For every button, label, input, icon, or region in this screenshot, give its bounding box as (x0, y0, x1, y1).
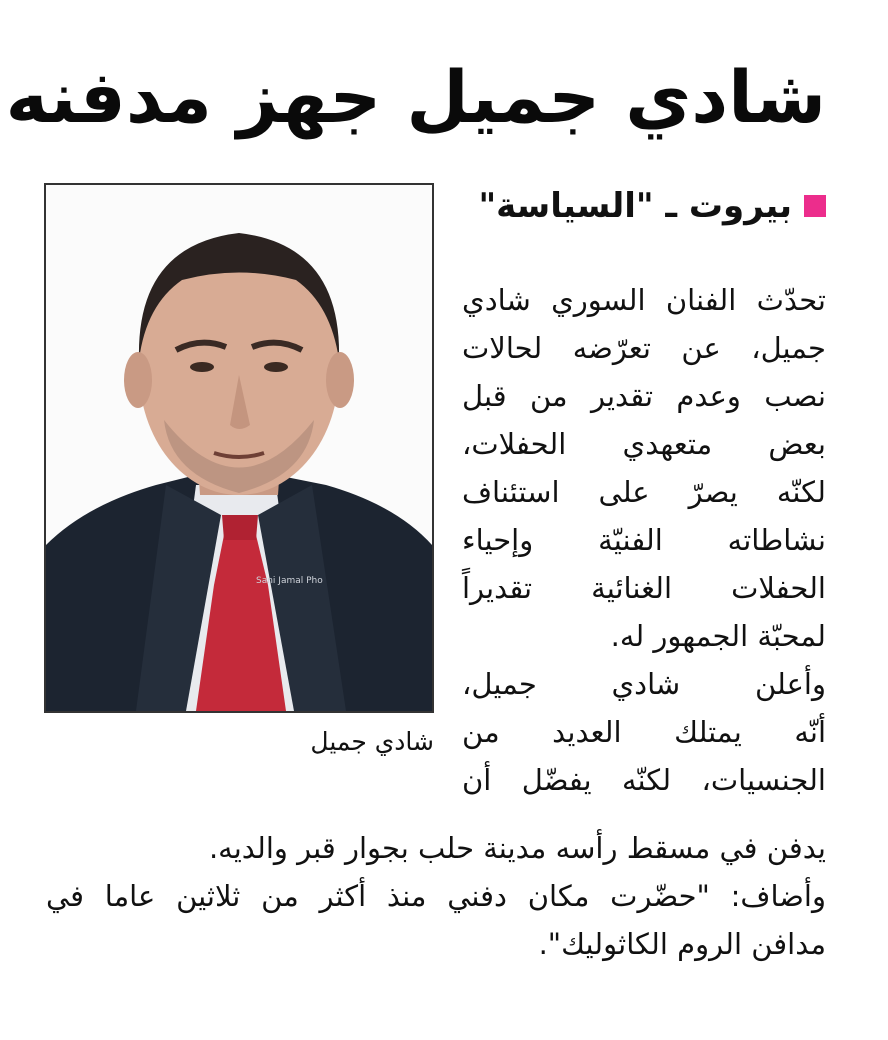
article-photo (44, 183, 434, 713)
body-line: لكنّه يصرّ على استئناف (462, 475, 826, 509)
dateline (478, 183, 826, 229)
body-line: تحدّث الفنان السوري شادي (462, 283, 826, 317)
dateline-text: بيروت ـ "السياسة" (478, 186, 792, 226)
body-line: وأعلن شادي جميل، (462, 667, 826, 701)
photo-caption: شادي جميل (310, 727, 434, 756)
body-line: نشاطاته الفنيّة وإحياء (462, 523, 826, 557)
body-line: بعض متعهدي الحفلات، (462, 427, 826, 461)
body-line-wide: مدافن الروم الكاثوليك". (538, 927, 826, 961)
body-line: نصب وعدم تقدير من قبل (462, 379, 826, 413)
body-line: لمحبّة الجمهور له. (610, 619, 826, 653)
body-line: الجنسيات، لكنّه يفضّل أن (462, 763, 826, 797)
body-line: جميل، عن تعرّضه لحالات (462, 331, 826, 365)
body-line: أنّه يمتلك العديد من (462, 715, 826, 749)
body-line-wide: وأضاف: "حضّرت مكان دفني منذ أكثر من ثلاثين عاما في (46, 879, 826, 913)
portrait-image (46, 185, 432, 711)
article-headline: شادي جميل جهز مدفنه (5, 55, 826, 139)
body-line-wide: يدفن في مسقط رأسه مدينة حلب بجوار قبر والديه. (208, 831, 826, 865)
photo-watermark: Sani Jamal Pho (256, 576, 323, 586)
dateline-marker-icon (804, 195, 826, 217)
body-line: الحفلات الغنائية تقديراً (462, 571, 826, 605)
